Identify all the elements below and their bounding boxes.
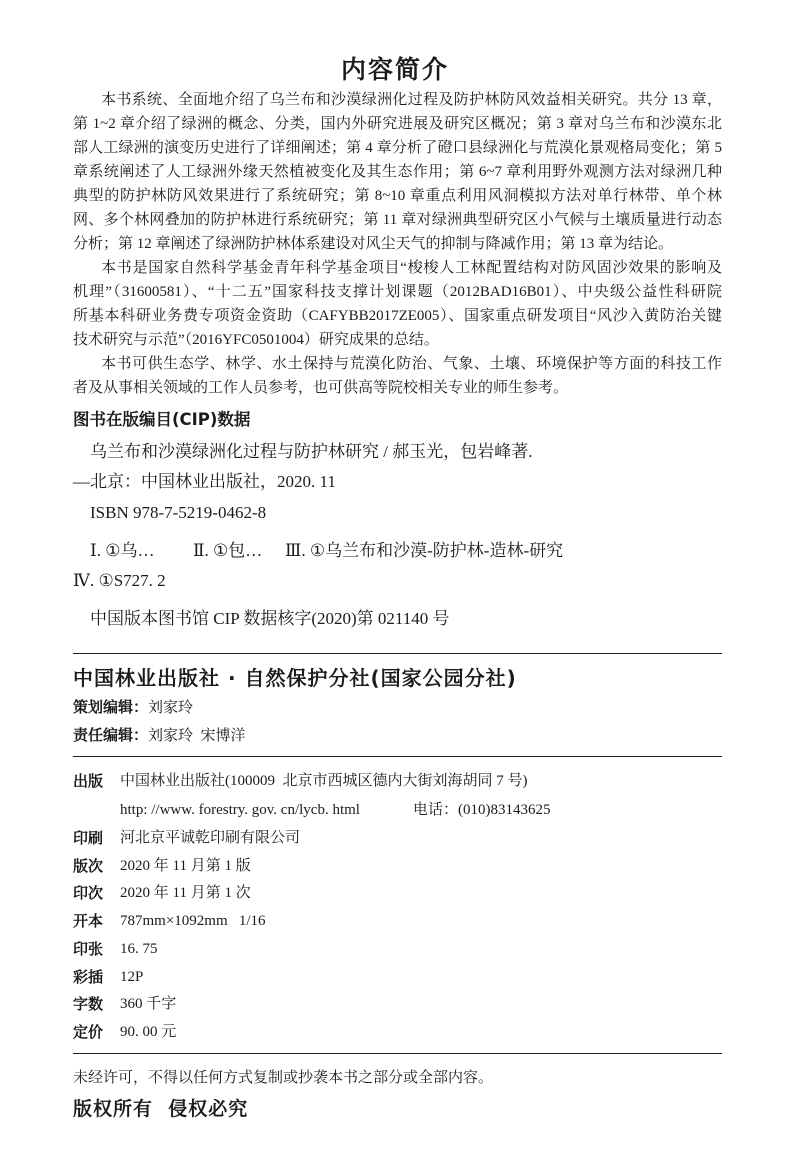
responsible-editor-name: 刘家玲 宋博洋 [148,728,246,744]
detail-value: 12P [120,969,144,985]
cip-classification-2: Ⅱ. ①包… [193,541,263,560]
summary-line: 本书系统、全面地介绍了乌兰布和沙漠绿洲化过程及防护林防风效益相关研究。共分 13 章， [101,92,722,108]
detail-label: 印张 [73,940,104,958]
summary-line: 网、多个林网叠加的防护林进行系统研究；第 11 章对绿洲典型研究区小气候与土壤质量进行动态 [73,212,722,228]
detail-label: 开本 [73,912,104,930]
detail-value: 360 千字 [120,996,177,1012]
summary-line: 机理”（31600581）、“十二五”国家科技支撑计划课题（2012BAD16B01）、中央级公益性科研院 [73,284,722,300]
detail-value: 中国林业出版社(100009 北京市西城区德内大街刘海胡同 7 号) [120,773,528,789]
summary-line: 所基本科研业务费专项资金资助（CAFYBB2017ZE005）、国家重点研发项目“风沙入黄防治关键 [73,308,722,324]
cip-classification-4: Ⅳ. ①S727. 2 [73,571,166,590]
summary-line: 部人工绿洲的演变历史进行了详细阐述；第 4 章分析了磴口县绿洲化与荒漠化景观格局变化；第 5 [73,140,722,156]
detail-label: 字数 [73,995,104,1013]
summary-title: 内容简介 [340,55,449,84]
cip-classification-3: Ⅲ. ①乌兰布和沙漠-防护林-造林-研究 [285,541,564,560]
planning-editor [73,694,193,721]
detail-label: 彩插 [73,968,104,986]
summary-line: 典型的防护林防风效果进行了系统研究；第 8~10 章重点利用风洞模拟方法对单行林带、单个林 [73,188,722,204]
responsible-editor-label: 责任编辑： [73,726,149,744]
detail-label: 定价 [73,1023,104,1041]
summary-line: 本书可供生态学、林学、水土保持与荒漠化防治、气象、土壤、环境保护等方面的科技工作 [101,356,722,372]
detail-row-sheets [73,936,722,962]
cip-book-line: 乌兰布和沙漠绿洲化过程与防护林研究 / 郝玉光，包岩峰著. [90,442,533,461]
divider [73,653,722,654]
detail-value: 2020 年 11 月第 1 次 [120,885,251,901]
detail-label: 版次 [73,857,104,875]
detail-row-color-plates [73,964,722,990]
detail-value: 16. 75 [120,941,158,957]
cip-number: 中国版本图书馆 CIP 数据核字(2020)第 021140 号 [90,609,450,628]
copyright-notice: 未经许可，不得以任何方式复制或抄袭本书之部分或全部内容。 [73,1070,494,1086]
rights-reserved: 版权所有 侵权必究 [73,1098,249,1120]
cip-heading: 图书在版编目(CIP)数据 [73,410,251,429]
detail-label: 印刷 [73,829,104,847]
summary-line: 者及从事相关领域的工作人员参考，也可供高等院校相关专业的师生参考。 [73,380,569,396]
publisher-website: http: //www. forestry. gov. cn/lycb. html [120,802,360,818]
detail-row-edition [73,853,722,879]
detail-row-web [120,797,722,823]
detail-row-impression [73,880,722,906]
detail-label: 印次 [73,884,104,902]
cip-publisher-line: —北京：中国林业出版社，2020. 11 [73,472,336,491]
cip-isbn: ISBN 978-7-5219-0462-8 [90,503,267,522]
detail-value: 787mm×1092mm 1/16 [120,913,266,929]
responsible-editor [73,722,246,749]
summary-line: 分析；第 12 章阐述了绿洲防护林体系建设对风尘天气的抑制与降减作用；第 13 章为结论。 [73,236,674,252]
planning-editor-label: 策划编辑： [73,698,149,716]
detail-row-word-count [73,991,722,1017]
detail-value: 2020 年 11 月第 1 版 [120,858,251,874]
planning-editor-name: 刘家玲 [148,700,194,716]
cip-classification-1: Ⅰ. ①乌… [90,541,155,560]
summary-line: 第 1~2 章介绍了绿洲的概念、分类，国内外研究进展及研究区概况；第 3 章对乌兰布和沙漠东北 [73,116,722,132]
summary-line: 技术研究与示范”（2016YFC0501004）研究成果的总结。 [73,332,439,348]
detail-row-printing [73,825,722,851]
detail-value: 河北京平诚乾印刷有限公司 [120,830,301,846]
summary-line: 本书是国家自然科学基金青年科学基金项目“梭梭人工林配置结构对防风固沙效果的影响及 [101,260,722,276]
summary-line: 章系统阐述了人工绿洲外缘天然植被变化及其生态作用；第 6~7 章利用野外观测方法对绿洲几种 [73,164,722,180]
divider [73,1053,722,1054]
detail-row-format [73,908,722,934]
detail-row-price [73,1019,722,1045]
publisher-phone: 电话：(010)83143625 [413,802,551,818]
publisher-division: 中国林业出版社 · 自然保护分社(国家公园分社) [73,666,517,690]
detail-label: 出版 [73,772,104,790]
detail-value: 90. 00 元 [120,1024,177,1040]
detail-row-publish [73,768,722,794]
divider [73,756,722,757]
